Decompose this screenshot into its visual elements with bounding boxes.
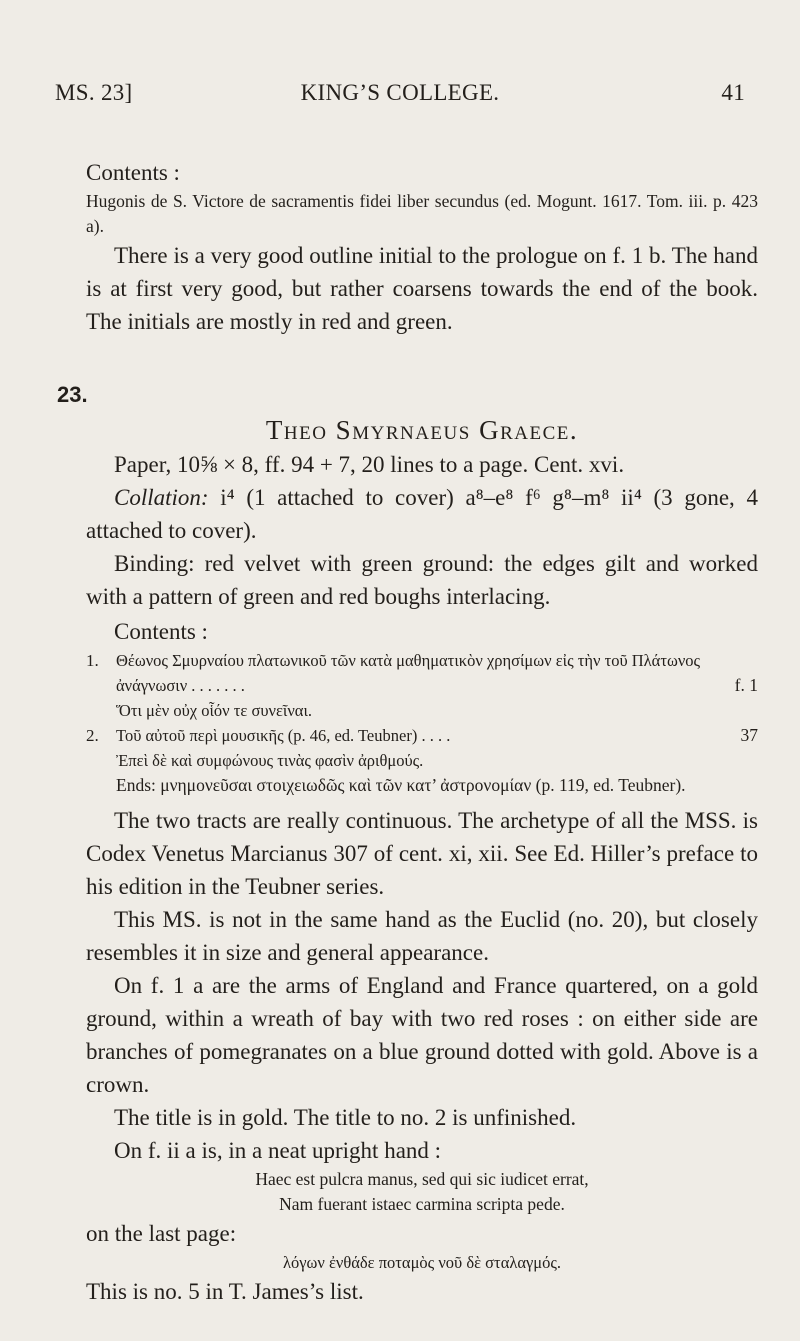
entry-number: 23. <box>57 382 88 407</box>
list-item <box>86 648 758 698</box>
item-number: 1. <box>86 651 99 670</box>
description-paragraph: There is a very good outline initial to the prologue on f. 1 b. The hand is at first very good, but rather coarsens towards the end of the book. The initials are mostly in red and green. <box>86 243 758 334</box>
contents-label: Contents : <box>114 619 208 644</box>
verse-line: Nam fuerant istaec carmina scripta pede. <box>279 1194 565 1214</box>
physical-description: Paper, 10⅝ × 8, ff. 94 + 7, 20 lines to a page. Cent. xvi. <box>114 452 625 477</box>
item-title: Τοῦ αὐτοῦ περὶ μουσικῆς (p. 46, ed. Teubner) . . . . <box>116 726 451 745</box>
page-body <box>57 154 758 1308</box>
item-title: Θέωνος Σμυρναίου πλατωνικοῦ τῶν κατὰ μαθηματικὸν χρησίμων εἰς τὴν τοῦ Πλάτωνος ἀνάγνωσιν . . . . . . . <box>116 651 701 695</box>
contents-text: Hugonis de S. Victore de sacramentis fidei liber secundus (ed. Mogunt. 1617. Tom. iii. p. 423 a). <box>86 191 758 236</box>
list-item <box>86 723 758 748</box>
item-incipit: Ἐπεὶ δὲ καὶ συμφώνους τινὰς φασὶν ἀριθμούς. <box>116 751 424 770</box>
item-number: 2. <box>86 726 99 745</box>
collation <box>86 481 758 547</box>
last-page-label: on the last page: <box>86 1221 237 1246</box>
flyleaf-paragraph: On f. ii a is, in a neat upright hand : <box>114 1138 442 1163</box>
collation-label: Collation: <box>114 485 209 510</box>
item-folio: 37 <box>740 725 758 745</box>
entry-title: Theo Smyrnaeus Graece. <box>265 415 579 445</box>
running-head-left: MS. 23] <box>55 80 133 105</box>
arms-paragraph: On f. 1 a are the arms of England and France quartered, on a gold ground, within a wreath of bay with two red roses : on either side are branches of pomegranates on a blue ground dotted with gold. Above is a crown. <box>86 973 758 1097</box>
item-explicit: Ends: μνημονεῦσαι στοιχειωδῶς καὶ τῶν κατ’ ἀστρονομίαν (p. 119, ed. Teubner). <box>116 775 686 795</box>
collation-text: i⁴ (1 attached to cover) a⁸–e⁸ f⁶ g⁸–m⁸ ii⁴ (3 gone, 4 attached to cover). <box>86 485 758 543</box>
contents-list <box>86 648 758 798</box>
greek-quotation: λόγων ἐνθάδε ποταμὸς νοῦ δὲ σταλαγμός. <box>282 1253 562 1272</box>
binding-description: Binding: red velvet with green ground: the edges gilt and worked with a pattern of green and red boughs interlacing. <box>86 551 758 609</box>
verse-line: Haec est pulcra manus, sed qui sic iudicet errat, <box>255 1169 589 1189</box>
verse-quotation <box>86 1167 758 1217</box>
title-paragraph: The title is in gold. The title to no. 2 is unfinished. <box>114 1105 577 1130</box>
page-number: 41 <box>721 80 745 105</box>
hand-paragraph: This MS. is not in the same hand as the Euclid (no. 20), but closely resembles it in size and general appearance. <box>86 907 758 965</box>
running-head-center: KING’S COLLEGE. <box>300 80 500 105</box>
item-incipit: Ὅτι μὲν οὐχ οἷόν τε συνεῖναι. <box>116 701 313 720</box>
contents-label: Contents : <box>86 160 180 185</box>
tracts-paragraph: The two tracts are really continuous. The archetype of all the MSS. is Codex Venetus Marcianus 307 of cent. xi, xii. See Ed. Hiller’s preface to his edition in the Teubner series. <box>86 808 758 899</box>
previous-entry-continuation <box>86 156 758 338</box>
item-folio: f. 1 <box>734 675 758 695</box>
james-list-note: This is no. 5 in T. James’s list. <box>86 1279 364 1304</box>
